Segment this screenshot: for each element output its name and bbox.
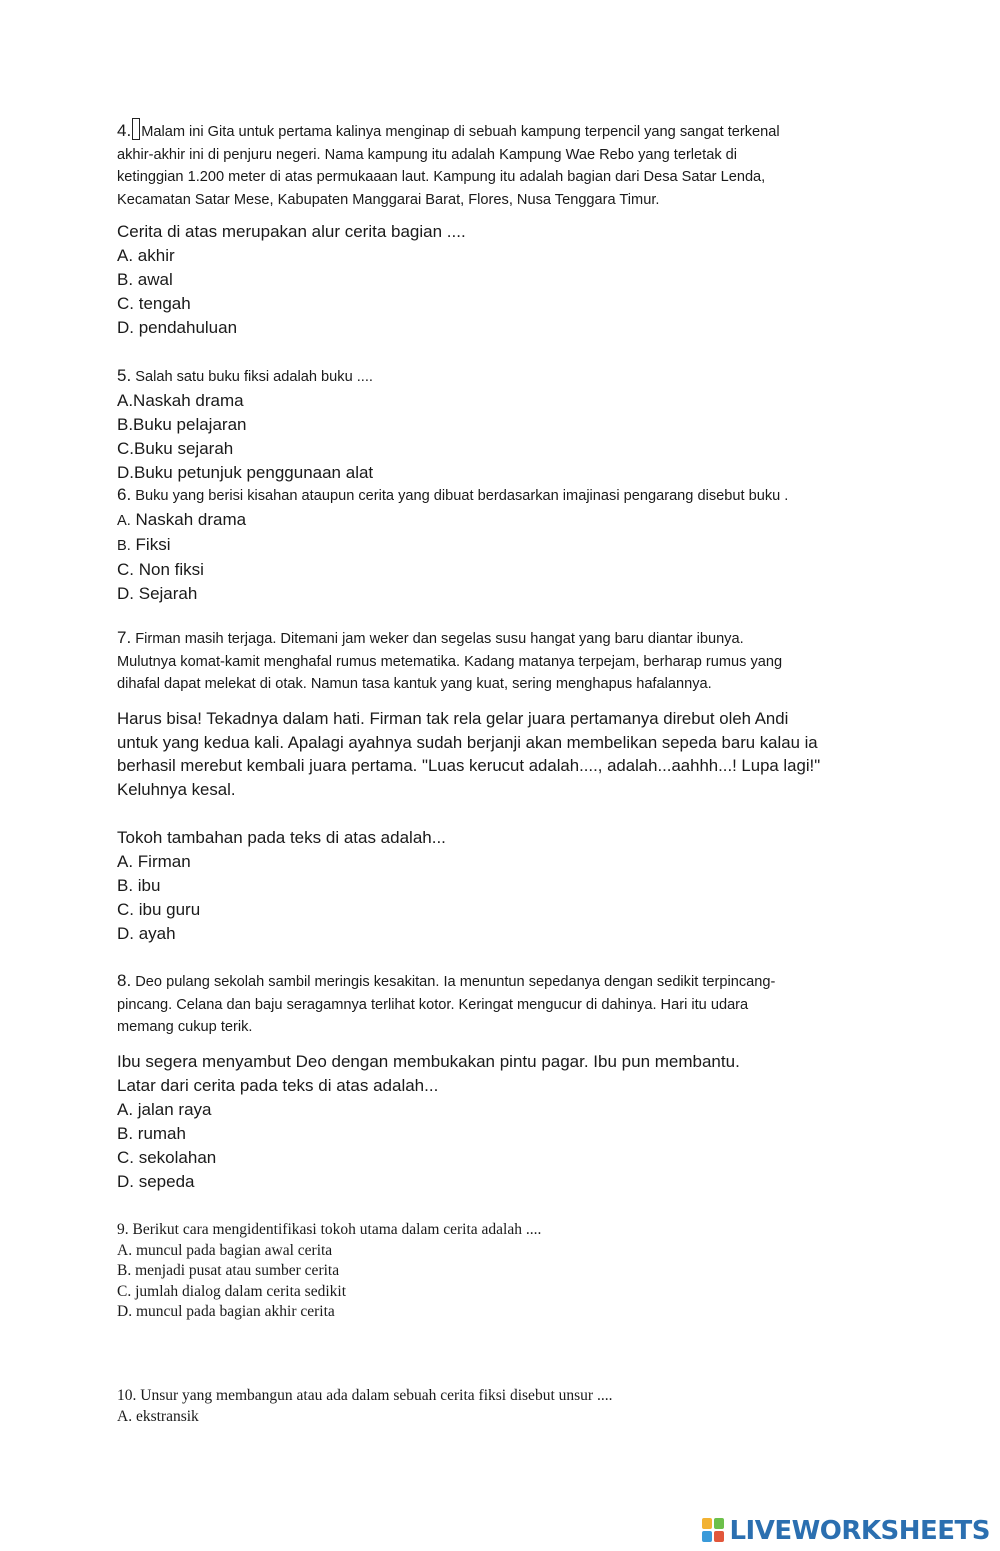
passage-line: untuk yang kedua kali. Apalagi ayahnya sudah berjanji akan membelikan sepeda baru kalau ia (117, 732, 818, 752)
option-letter: B. (117, 538, 131, 554)
option-letter: C. (117, 560, 134, 579)
option-d[interactable]: D. muncul pada bagian akhir cerita (117, 1303, 335, 1320)
option-d[interactable]: D. pendahuluan (117, 318, 238, 337)
option-c[interactable]: C. jumlah dialog dalam cerita sedikit (117, 1282, 346, 1300)
option-a[interactable]: A.Naskah drama (117, 391, 244, 410)
option-b[interactable]: B. rumah (117, 1124, 186, 1143)
liveworksheets-logo[interactable] (702, 1512, 990, 1550)
question-5-number: 5. (117, 366, 132, 385)
question-9-text: 9. Berikut cara mengidentifikasi tokoh utama dalam cerita adalah .... (117, 1221, 542, 1238)
option-text: Naskah drama (135, 510, 247, 529)
question-6-text: Buku yang berisi kisahan ataupun cerita yang dibuat berdasarkan imajinasi pengarang disebut buku . (135, 488, 789, 504)
option-a[interactable]: A. jalan raya (117, 1100, 212, 1119)
option-b[interactable]: B. awal (117, 270, 173, 289)
question-5 (117, 364, 877, 485)
question-4-number: 4. (117, 121, 132, 140)
option-a[interactable]: A. ekstransik (117, 1407, 199, 1425)
option-c[interactable]: C.Buku sejarah (117, 439, 234, 458)
option-b[interactable] (117, 533, 877, 558)
question-10 (117, 1386, 877, 1427)
passage-line: Malam ini Gita untuk pertama kalinya menginap di sebuah kampung terpencil yang sangat terkenal (141, 124, 780, 140)
question-7-passage (117, 627, 877, 696)
passage-line: memang cukup terik. (117, 1019, 253, 1036)
question-6-number: 6. (117, 485, 132, 504)
option-letter: D. (117, 584, 134, 603)
option-c[interactable]: C. tengah (117, 294, 191, 313)
question-7-number: 7. (117, 628, 132, 647)
question-4-passage (117, 118, 877, 212)
question-7-passage-continued (117, 707, 877, 801)
passage-line: Kecamatan Satar Mese, Kabupaten Manggarai Barat, Flores, Nusa Tenggara Timur. (117, 192, 660, 209)
question-9 (117, 1220, 877, 1323)
passage-line: Ibu segera menyambut Deo dengan membukakan pintu pagar. Ibu pun membantu. (117, 1052, 740, 1071)
option-letter: A. (117, 513, 131, 529)
option-d[interactable]: D. sepeda (117, 1172, 195, 1191)
passage-line: ketinggian 1.200 meter di atas permukaaan laut. Kampung itu adalah bagian dari Desa Satar Lenda, (117, 169, 766, 186)
passage-line: pincang. Celana dan baju seragamnya terlihat kotor. Keringat mengucur di dahinya. Hari itu udara (117, 996, 749, 1013)
option-a[interactable]: A. akhir (117, 246, 175, 265)
option-d[interactable]: D. ayah (117, 924, 176, 943)
question-10-text: 10. Unsur yang membangun atau ada dalam sebuah cerita fiksi disebut unsur .... (117, 1387, 613, 1404)
question-8-body (117, 1050, 877, 1194)
option-text: Fiksi (135, 535, 171, 554)
passage-line: akhir-akhir ini di penjuru negeri. Nama kampung itu adalah Kampung Wae Rebo yang terletak di (117, 146, 738, 163)
question-7-text: Tokoh tambahan pada teks di atas adalah... (117, 828, 446, 847)
liveworksheets-logo-icon (702, 1518, 726, 1544)
option-c[interactable] (117, 558, 877, 582)
passage-line: Harus bisa! Tekadnya dalam hati. Firman tak rela gelar juara pertamanya direbut oleh Andi (117, 709, 789, 728)
logo-text: LIVEWORKSHEETS (729, 1516, 990, 1546)
question-4-body (117, 220, 877, 340)
passage-line: Mulutnya komat-kamit menghafal rumus metematika. Kadang matanya terpejam, berharap rumus yang (117, 653, 783, 670)
option-d[interactable]: D.Buku petunjuk penggunaan alat (117, 463, 374, 482)
question-8-number: 8. (117, 971, 132, 990)
text-cursor (132, 118, 140, 140)
option-b[interactable]: B. ibu (117, 876, 161, 895)
option-b[interactable]: B.Buku pelajaran (117, 415, 247, 434)
option-a[interactable] (117, 508, 877, 533)
option-text: Sejarah (138, 584, 198, 603)
passage-line: Deo pulang sekolah sambil meringis kesakitan. Ia menuntun sepedanya dengan sedikit terpincang- (135, 974, 776, 990)
option-d[interactable] (117, 582, 877, 606)
passage-line: berhasil merebut kembali juara pertama. "Luas kerucut adalah...., adalah...aahhh...! Lupa lagi!" (117, 756, 821, 776)
option-c[interactable]: C. ibu guru (117, 900, 201, 919)
option-c[interactable]: C. sekolahan (117, 1148, 217, 1167)
option-text: Non fiksi (138, 560, 204, 579)
question-7-body (117, 826, 877, 946)
question-8-text: Latar dari cerita pada teks di atas adalah... (117, 1076, 439, 1095)
option-a[interactable]: A. Firman (117, 852, 191, 871)
question-5-text: Salah satu buku fiksi adalah buku .... (135, 369, 373, 385)
question-4-text: Cerita di atas merupakan alur cerita bagian .... (117, 222, 466, 241)
question-6 (117, 483, 877, 606)
question-8-passage (117, 970, 877, 1039)
passage-line: Keluhnya kesal. (117, 779, 236, 799)
option-b[interactable]: B. menjadi pusat atau sumber cerita (117, 1262, 340, 1279)
passage-line: dihafal dapat melekat di otak. Namun tasa kantuk yang kuat, sering menghapus hafalannya. (117, 676, 712, 693)
passage-line: Firman masih terjaga. Ditemani jam weker dan segelas susu hangat yang baru diantar ibunya. (135, 631, 744, 647)
option-a[interactable]: A. muncul pada bagian awal cerita (117, 1241, 333, 1259)
